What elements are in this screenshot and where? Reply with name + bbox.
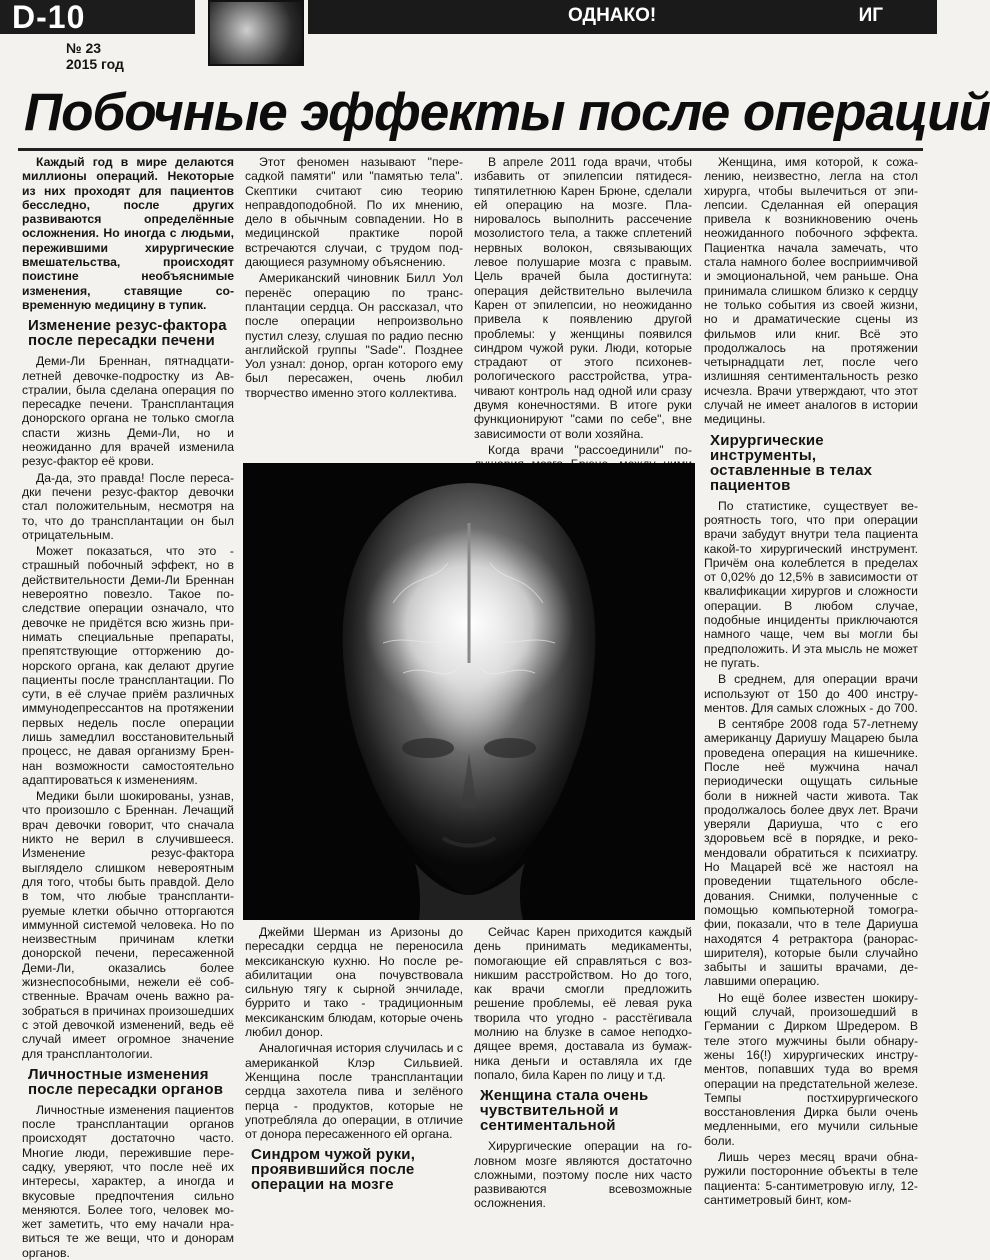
column-2-bottom bbox=[245, 925, 463, 1255]
paragraph: Аналогичная история случилась и с американкой Клэр Сильвией. Женщина после трансплантации сердца захотела пива и зелёного перца - продуктов, которые не употребляла до операции, в отличие от донора пересаженного ей органа. bbox=[245, 1041, 463, 1142]
section-mark: ИГ bbox=[858, 5, 883, 26]
subheading-rhesus: Изменение резус-фактора после пересадки печени bbox=[28, 317, 227, 350]
issue-number: № 23 bbox=[66, 40, 102, 56]
paragraph: Может показаться, что это - страшный побочный эффект, но в действительности Деми-Ли Бреннан невероятно повезло. Такое последствие операции означало, что девочке не придётся всю жизнь принимать специальные препараты, препятствующие отторжению донорского органа, как делают другие пациенты после трансплантации. По сути, в её случае приём различных иммунодепрессантов на протяжении первых недель после операции лишь замедлил восстановительный процесс, не давая организму Бреннан возможности самостоятельно адаптироваться к изменениям. bbox=[22, 544, 234, 787]
subheading-instruments: Хирургические инструменты, оставленные в телах пациентов bbox=[710, 431, 873, 494]
paragraph: Этот феномен называют "пересадкой памяти" или "памятью тела". Скептики считают сию теорию неправдоподобной. По их мнению, дело в обычным совпадении. Но в медицинской практике порой встречаются случаи, с трудом поддающиеся разумному объяснению. bbox=[245, 155, 463, 270]
paragraph: Деми-Ли Бреннан, пятнадцатилетней девочке-подростку из Австралии, была сделана операция по пересадке печени. Трансплантация донорского органа не только смогла спасти жизнь Деми-Ли, но и неожиданно для врачей изменила резус-фактор её крови. bbox=[22, 354, 234, 469]
paragraph: Да-да, это правда! После пересадки печени резус-фактор девочки стал положительным, несмотря на то, что до трансплантации он был отрицательным. bbox=[22, 470, 234, 542]
headline-rule bbox=[18, 148, 923, 151]
paragraph: Сейчас Карен приходится каждый день принимать медикаменты, помогающие ей справляться с возникшим расстройством. Но до того, как врачи смогли предложить решение проблемы, её левая рука творила что угодно - расстёгивала молнию на блузке в самое неподходящее время, доставала из бумажника деньги и оставляла их где попало, била Карен по лицу и т.д. bbox=[474, 925, 692, 1082]
paragraph: Женщина, имя которой, к сожалению, неизвестно, легла на стол хирурга, чтобы вылечиться от эпилепсии. Сделанная ей операция привела к возникновению очень неожиданного побочного эффекта. Пациентка начала замечать, что стала намного более восприимчивой и эмоциональной, чем раньше. Она принимала слишком близко к сердцу не только события из своей жизни, но и драматические сцены из фильмов или книг. Всё это продолжалось на протяжении четырнадцати лет, после чего излишняя сентиментальность резко исчезла. Врачи утверждают, что этот случай не имеет аналогов в истории медицины. bbox=[704, 155, 918, 427]
paragraph: В апреле 2011 года врачи, чтобы избавить от эпилепсии пятидесятипятилетнюю Карен Брюне, сделали ей операцию на мозге. Планировалось выполнить рассечение мозолистого тела, а также сплетений нервных волокон, связывающих левое полушарие мозга с правым. Цель врачей была достигнута: операция действительно вылечила Карен от эпилепсии, но неожиданно привела к появлению другой проблемы: у женщины появился синдром чужой руки. Люди, которые страдают от этого психоневрологического расстройства, утрачивают контроль над одной или сразу двумя конечностями. В итоге руки функционируют "сами по себе", вне зависимости от воли хозяйна. bbox=[474, 155, 692, 441]
paragraph: Хирургические операции на головном мозге являются достаточно сложными, поэтому после них часто развиваются всевозможные осложнения. bbox=[474, 1139, 692, 1211]
page-label: D-10 bbox=[0, 0, 195, 34]
column-4 bbox=[704, 155, 918, 1255]
paragraph: Американский чиновник Билл Уол перенёс операцию по трансплантации сердца. Он рассказал, что после операции непроизвольно пустил слезу, слушая по радио песню английской группы "Sade". Позднее Уол узнал: донор, орган которого ему был пересажен, очень любил творчество именно этого коллектива. bbox=[245, 271, 463, 400]
column-1 bbox=[22, 155, 234, 1260]
issue-info bbox=[66, 40, 124, 72]
paragraph: В среднем, для операции врачи используют от 150 до 400 инструментов. Для самых сложных - до 700. bbox=[704, 672, 918, 715]
paragraph: Когда врачи "рассоединили" по bbox=[488, 442, 692, 457]
paragraph: Джейми Шерман из Аризоны до пересадки сердца не переносила мексиканскую кухню. Но после реабилитации она почувствовала сильную тягу к сырной энчиладе, буррито и тако - традиционным мексиканским блюдам, которые очень любил донор. bbox=[245, 925, 463, 1040]
glowing-head-image bbox=[243, 463, 695, 920]
section-name: ОДНАКО! bbox=[568, 5, 657, 26]
column-3-top bbox=[474, 155, 692, 460]
paragraph: Но ещё более известен шокирующий случай, произошедший в Германии с Дирком Шредером. В теле этого мужчины были обнаружены 16(!) хирургических инструментов, попавших туда во время операции на предстательной железе. Темпы постхирургического восстановления Дирка были очень медленными, его мучили сильные боли. bbox=[704, 990, 918, 1148]
article-lead: Каждый год в мире делаются миллионы операций. Некоторые из них проходят для пациентов бесследно, после других развиваются определённые осложнения. Но иногда с людьми, пережившими хирургические вмешательства, происходят поистине необъяснимые изменения, ставящие современную медицину в тупик. bbox=[22, 155, 234, 312]
column-2-top bbox=[245, 155, 463, 460]
subheading-alien-hand: Синдром чужой руки, проявившийся после операции на мозге bbox=[251, 1146, 416, 1194]
paragraph: По статистике, существует вероятность того, что при операции врачи забудут внутри тела пациента какой-то хирургический инструмент. Причём она колеблется в пределах от 0,02% до 12,5% в зависимости от квалификации хирургов и сложности операции. В любом случае, подобные инциденты приключаются намного чаще, чем вы могли бы предположить. И эта мысль не может не пугать. bbox=[704, 498, 918, 670]
issue-year: 2015 год bbox=[66, 56, 124, 72]
paragraph: В сентябре 2008 года 57-летнему американцу Дариушу Мацарею была проведена операция на кишечнике. После неё мужчина начал периодически ощущать сильные боли в нижней части живота. Так продолжалось более двух лет. Врачи уверяли Дариуша, что с его здоровьем всё в порядке, и рекомендовали обратиться к психиатру. Но Мацарей всё же настоял на проведении тщательного обследования. Снимки, полученные с помощью компьютерной томографии, показали, что в теле Дариуша находятся 4 ретрактора (ранорасширителя), которые были случайно забыты и зашиты врачами, делавшими операцию. bbox=[704, 717, 918, 989]
paragraph: Лишь через месяц врачи обнаружили посторонние объекты в теле пациента: 5-сантиметровую иглу, 12-сантиметровый бинт, ком- bbox=[704, 1150, 918, 1207]
headline: Побочные эффекты после операций bbox=[24, 83, 990, 142]
column-3-bottom bbox=[474, 925, 692, 1255]
paragraph: Медики были шокированы, узнав, что произошло с Бреннан. Лечащий врач девочки говорит, что сначала никто не верил в случившееся. Изменение резус-фактора выглядело слишком невероятным для того, чтобы быть правдой. Дело в том, что любые трансплантируемые клетки обычно отторгаются иммунной системой человека. Но по неизвестным причинам клетки донорской печени, пересаженной Деми-Ли, оказались более жизнеспособными, нежели её собственные. Врачам очень важно разобраться в причинах произошедших с этой девочкой изменений, ведь её случай имеет огромное значение для трансплантологии. bbox=[22, 789, 234, 1061]
brain-illustration bbox=[243, 463, 695, 920]
paragraph: Личностные изменения пациентов после трансплантации органов происходят достаточно часто. Многие люди, пережившие пересадку, уверяют, что после неё их интересы, характер, а иногда и вкусовые предпочтения сильно меняются. Более того, человек может заметить, что ему начали нравиться те же вещи, что и донорам органов. bbox=[22, 1102, 234, 1260]
header-photo bbox=[208, 0, 304, 66]
section-bar bbox=[308, 0, 937, 34]
masthead bbox=[0, 0, 937, 36]
subheading-personality: Личностные изменения после пересадки органов bbox=[28, 1065, 224, 1098]
subheading-sentimental: Женщина стала очень чувствительной и сентиментальной bbox=[480, 1087, 649, 1135]
